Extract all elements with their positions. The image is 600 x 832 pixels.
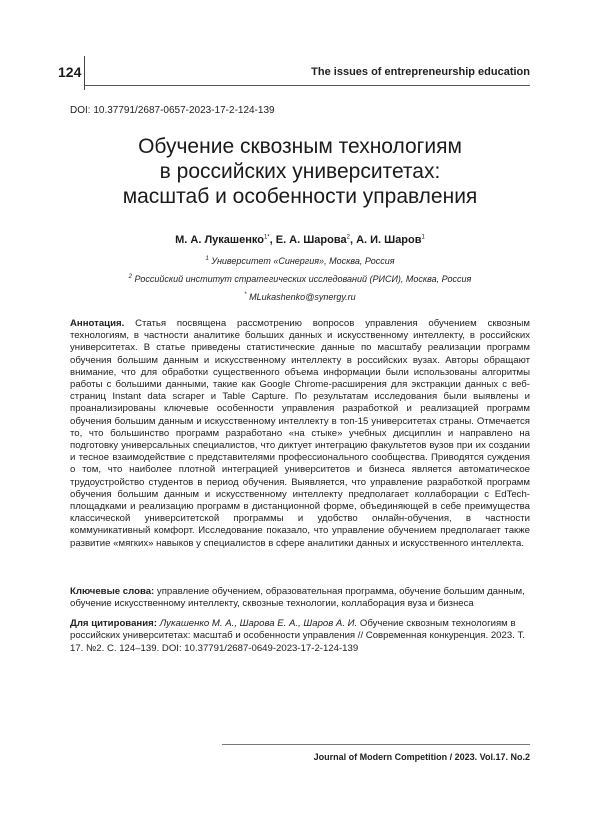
affiliation-2 — [60, 274, 540, 284]
author-name: А. И. Шаров — [356, 234, 422, 246]
footer-rule — [222, 744, 530, 745]
citation-label: Для цитирования: — [70, 618, 157, 629]
email-link[interactable]: MLukashenko@synergy.ru — [249, 292, 356, 302]
author-name: Е. А. Шарова — [275, 234, 347, 246]
abstract-text: Статья посвящена рассмотрению вопросов управления обучением сквозным технологиям, в частности аналитике больших данных и искусственному интеллекту, в российских университетах. В статье приведены статистические данные по масштабу реализации программ обучения большим данным и искусственному интеллекту в российских вузах. Авторы обращают внимание, что для обработки существенного объема информации были использованы алгоритмы работы с большими данными, такие как Google Chrome-расширения для экстракции данных с веб-страниц Instant data scraper и Table Capture. По результатам исследования были выявлены и проанализированы ключевые особенности управления разработкой и реализацией программ обучения большим данным и искусственному интеллекту в топ-15 университетах страны. Отмечается то, что большинство программ разработано «на стыке» учебных дисциплин и направлено на подготовку универсальных специалистов, что диктует интеграцию факультетов вузов при их создании и тесное взаимодействие с представителями профессионального сообщества. Приводятся суждения о том, что наиболее плотной интеграцией университетов и бизнеса является автоматическое трудоустройство студентов в период обучения. Выявляется, что управление разработкой программ обучения большим данным и искусственному интеллекту предполагает коллаборации с EdTech-площадками и реализацию программ в дистанционной форме, объединяющей в себе преимущества классической университетской программы и удобство онлайн-обучения, в частности коммуникативный комфорт. Исследование показало, что управление обучением предполагает также развитие «мягких» навыков у специалистов в сфере аналитики данных и искусственного интеллекта. — [70, 318, 530, 549]
title-line-1: Обучение сквозным технологиям — [138, 135, 462, 158]
abstract — [70, 318, 530, 550]
affiliation-text: Российский институт стратегических исследований (РИСИ), Москва, Россия — [134, 274, 472, 284]
affiliation-text: Университет «Синергия», Москва, Россия — [211, 256, 395, 266]
citation-authors: Лукашенко М. А., Шарова Е. А., Шаров А. И. — [159, 618, 358, 629]
author-separator: , — [269, 234, 276, 246]
title-line-3: масштаб и особенности управления — [122, 185, 478, 208]
keywords-text: управление обучением, образовательная программа, обучение большим данным, обучение искусственному интеллекту, сквозные технологии, коллаборация вуза и бизнеса — [70, 586, 525, 610]
affiliation-1 — [60, 256, 540, 266]
authors — [60, 234, 540, 246]
journal-title-footer: Journal of Modern Competition / 2023. Vol.17. No.2 — [313, 752, 530, 762]
citation-text: Обучение сквозным технологиям в российских университетах: масштаб и особенности управления // Современная конкуренция. 2023. Т. 17. №2. С. 124–139. DOI: 10.37791/2687-0649-2023-17-2-124-139 — [70, 618, 525, 654]
citation — [70, 618, 530, 655]
author-name: М. А. Лукашенко — [175, 234, 264, 246]
journal-title-header: The issues of entrepreneurship education — [311, 66, 530, 78]
author-sup: 2 — [346, 234, 350, 241]
email-sup: * — [244, 292, 247, 298]
author-sup: 1 — [421, 234, 425, 241]
author-separator: , — [349, 234, 357, 246]
author-email — [60, 292, 540, 302]
keywords — [70, 586, 530, 611]
abstract-label: Аннотация. — [70, 318, 125, 329]
doi[interactable]: DOI: 10.37791/2687-0657-2023-17-2-124-139 — [70, 105, 275, 116]
affiliation-sup: 1 — [205, 256, 209, 262]
header-rule — [84, 85, 530, 86]
affiliation-sup: 2 — [128, 274, 132, 280]
author-sup: 1* — [263, 234, 270, 241]
article-title — [60, 134, 540, 209]
page-number: 124 — [58, 64, 82, 80]
title-line-2: в российских университетах: — [159, 160, 441, 183]
keywords-label: Ключевые слова: — [70, 586, 155, 597]
